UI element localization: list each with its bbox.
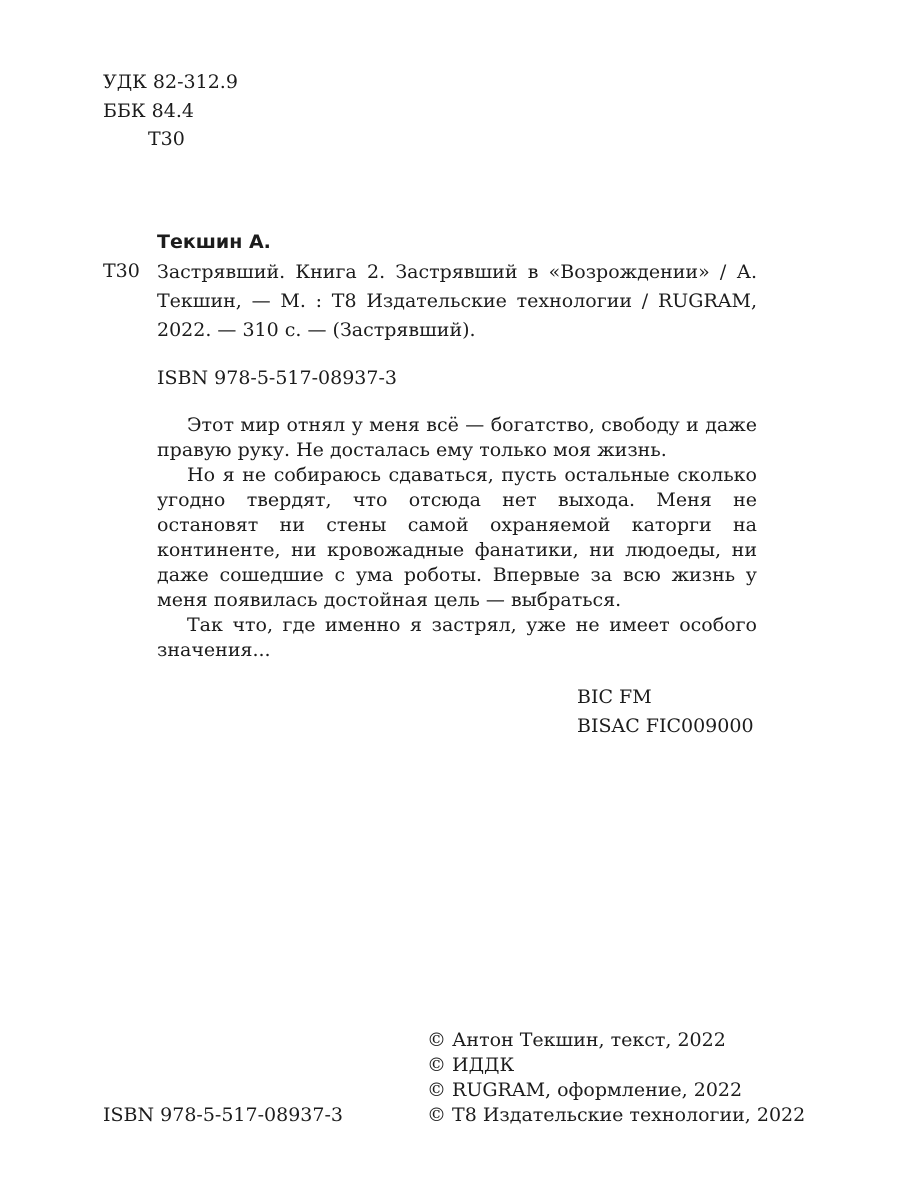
annotation-paragraph: Но я не собираюсь сдаваться, пусть остальные сколько угодно твердят, что отсюда нет выхода. Меня не остановят ни стены самой охраняемой каторги на континенте, ни кровожадные фанатики, ни людоеды, ни даже сошедшие с ума роботы. Впервые за всю жизнь у меня появилась достойная цель — выбраться. [157, 464, 757, 611]
isbn-footer: ISBN 978-5-517-08937-3 [103, 1104, 343, 1126]
author-name: Текшин А. [157, 231, 271, 253]
bisac-code: BISAC FIC009000 [577, 715, 754, 737]
copyright-list [427, 1028, 805, 1128]
copyright-line: © Антон Текшин, текст, 2022 [427, 1029, 726, 1051]
bbk-code: ББК 84.4 [103, 100, 194, 122]
bibliographic-description: Застрявший. Книга 2. Застрявший в «Возрождении» / А. Текшин, — М. : Т8 Издательские технологии / RUGRAM, 2022. — 310 с. — (Застрявший). [157, 261, 757, 341]
isbn: ISBN 978-5-517-08937-3 [157, 367, 397, 389]
author-mark-side: Т30 [103, 260, 140, 282]
copyright-line: © RUGRAM, оформление, 2022 [427, 1079, 743, 1101]
bic-code: BIC FM [577, 686, 652, 708]
copyright-line: © ИДДК [427, 1054, 515, 1076]
annotation-paragraph: Так что, где именно я застрял, уже не имеет особого значения... [157, 614, 757, 661]
copyright-line: © Т8 Издательские технологии, 2022 [427, 1104, 806, 1126]
annotation-paragraph: Этот мир отнял у меня всё — богатство, свободу и даже правую руку. Не досталась ему только моя жизнь. [157, 414, 757, 461]
author-mark: Т30 [148, 128, 185, 150]
annotation [157, 413, 757, 663]
udk-code: УДК 82-312.9 [103, 71, 238, 93]
